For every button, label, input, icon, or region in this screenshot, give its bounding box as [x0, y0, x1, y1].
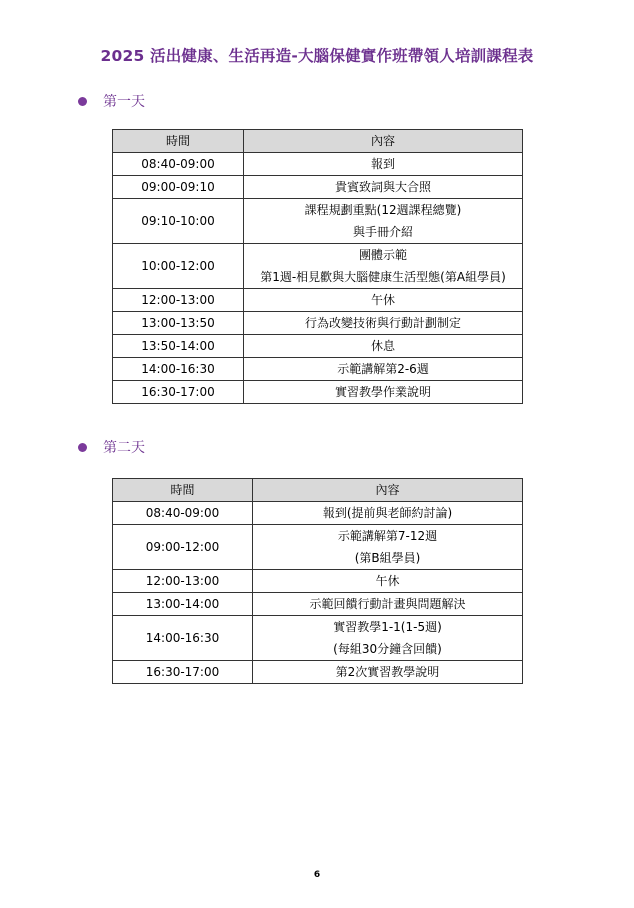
document-title: 2025 活出健康、生活再造-大腦保健實作班帶領人培訓課程表	[100, 47, 534, 65]
table-row	[113, 335, 523, 358]
time-cell: 13:00-14:00	[113, 593, 253, 616]
content-cell: 報到(提前與老師約討論)	[253, 502, 523, 525]
time-cell: 13:00-13:50	[113, 312, 244, 335]
table-row	[113, 244, 523, 289]
time-cell: 14:00-16:30	[113, 358, 244, 381]
time-column-header: 時間	[113, 479, 253, 502]
day-1-schedule-table	[112, 129, 523, 404]
content-cell: 第2次實習教學說明	[253, 661, 523, 684]
content-column-header: 內容	[253, 479, 523, 502]
content-cell: 實習教學1-1(1-5週) (每組30分鐘含回饋)	[253, 616, 523, 661]
time-cell: 16:30-17:00	[113, 661, 253, 684]
content-cell: 示範講解第7-12週 (第B組學員)	[253, 525, 523, 570]
time-cell: 09:00-12:00	[113, 525, 253, 570]
table-row	[113, 289, 523, 312]
time-cell: 16:30-17:00	[113, 381, 244, 404]
time-cell: 08:40-09:00	[113, 502, 253, 525]
content-cell: 示範講解第2-6週	[244, 358, 523, 381]
table-row	[113, 502, 523, 525]
table-row	[113, 176, 523, 199]
time-cell: 13:50-14:00	[113, 335, 244, 358]
table-row	[113, 381, 523, 404]
table-row	[113, 593, 523, 616]
time-cell: 09:10-10:00	[113, 199, 244, 244]
content-cell: 報到	[244, 153, 523, 176]
bullet-icon	[78, 97, 87, 106]
content-cell: 午休	[244, 289, 523, 312]
time-cell: 14:00-16:30	[113, 616, 253, 661]
content-column-header: 內容	[244, 130, 523, 153]
time-cell: 12:00-13:00	[113, 570, 253, 593]
table-row	[113, 358, 523, 381]
day-2-heading-label: 第二天	[103, 440, 145, 456]
content-cell: 午休	[253, 570, 523, 593]
table-header-row	[113, 479, 523, 502]
table-row	[113, 153, 523, 176]
time-column-header: 時間	[113, 130, 244, 153]
table-row	[113, 525, 523, 570]
time-cell: 12:00-13:00	[113, 289, 244, 312]
content-cell: 團體示範 第1週-相見歡與大腦健康生活型態(第A組學員)	[244, 244, 523, 289]
table-row	[113, 616, 523, 661]
content-cell: 課程規劃重點(12週課程總覽) 與手冊介紹	[244, 199, 523, 244]
content-cell: 示範回饋行動計畫與問題解決	[253, 593, 523, 616]
table-row	[113, 199, 523, 244]
table-row	[113, 312, 523, 335]
content-cell: 貴賓致詞與大合照	[244, 176, 523, 199]
bullet-icon	[78, 443, 87, 452]
table-row	[113, 570, 523, 593]
time-cell: 10:00-12:00	[113, 244, 244, 289]
page-number: 6	[313, 870, 321, 880]
day-2-heading	[78, 437, 145, 457]
day-1-heading	[78, 91, 145, 111]
content-cell: 實習教學作業說明	[244, 381, 523, 404]
content-cell: 行為改變技術與行動計劃制定	[244, 312, 523, 335]
time-cell: 09:00-09:10	[113, 176, 244, 199]
time-cell: 08:40-09:00	[113, 153, 244, 176]
day-1-heading-label: 第一天	[103, 94, 145, 110]
table-row	[113, 661, 523, 684]
table-header-row	[113, 130, 523, 153]
day-2-schedule-table	[112, 478, 523, 684]
content-cell: 休息	[244, 335, 523, 358]
